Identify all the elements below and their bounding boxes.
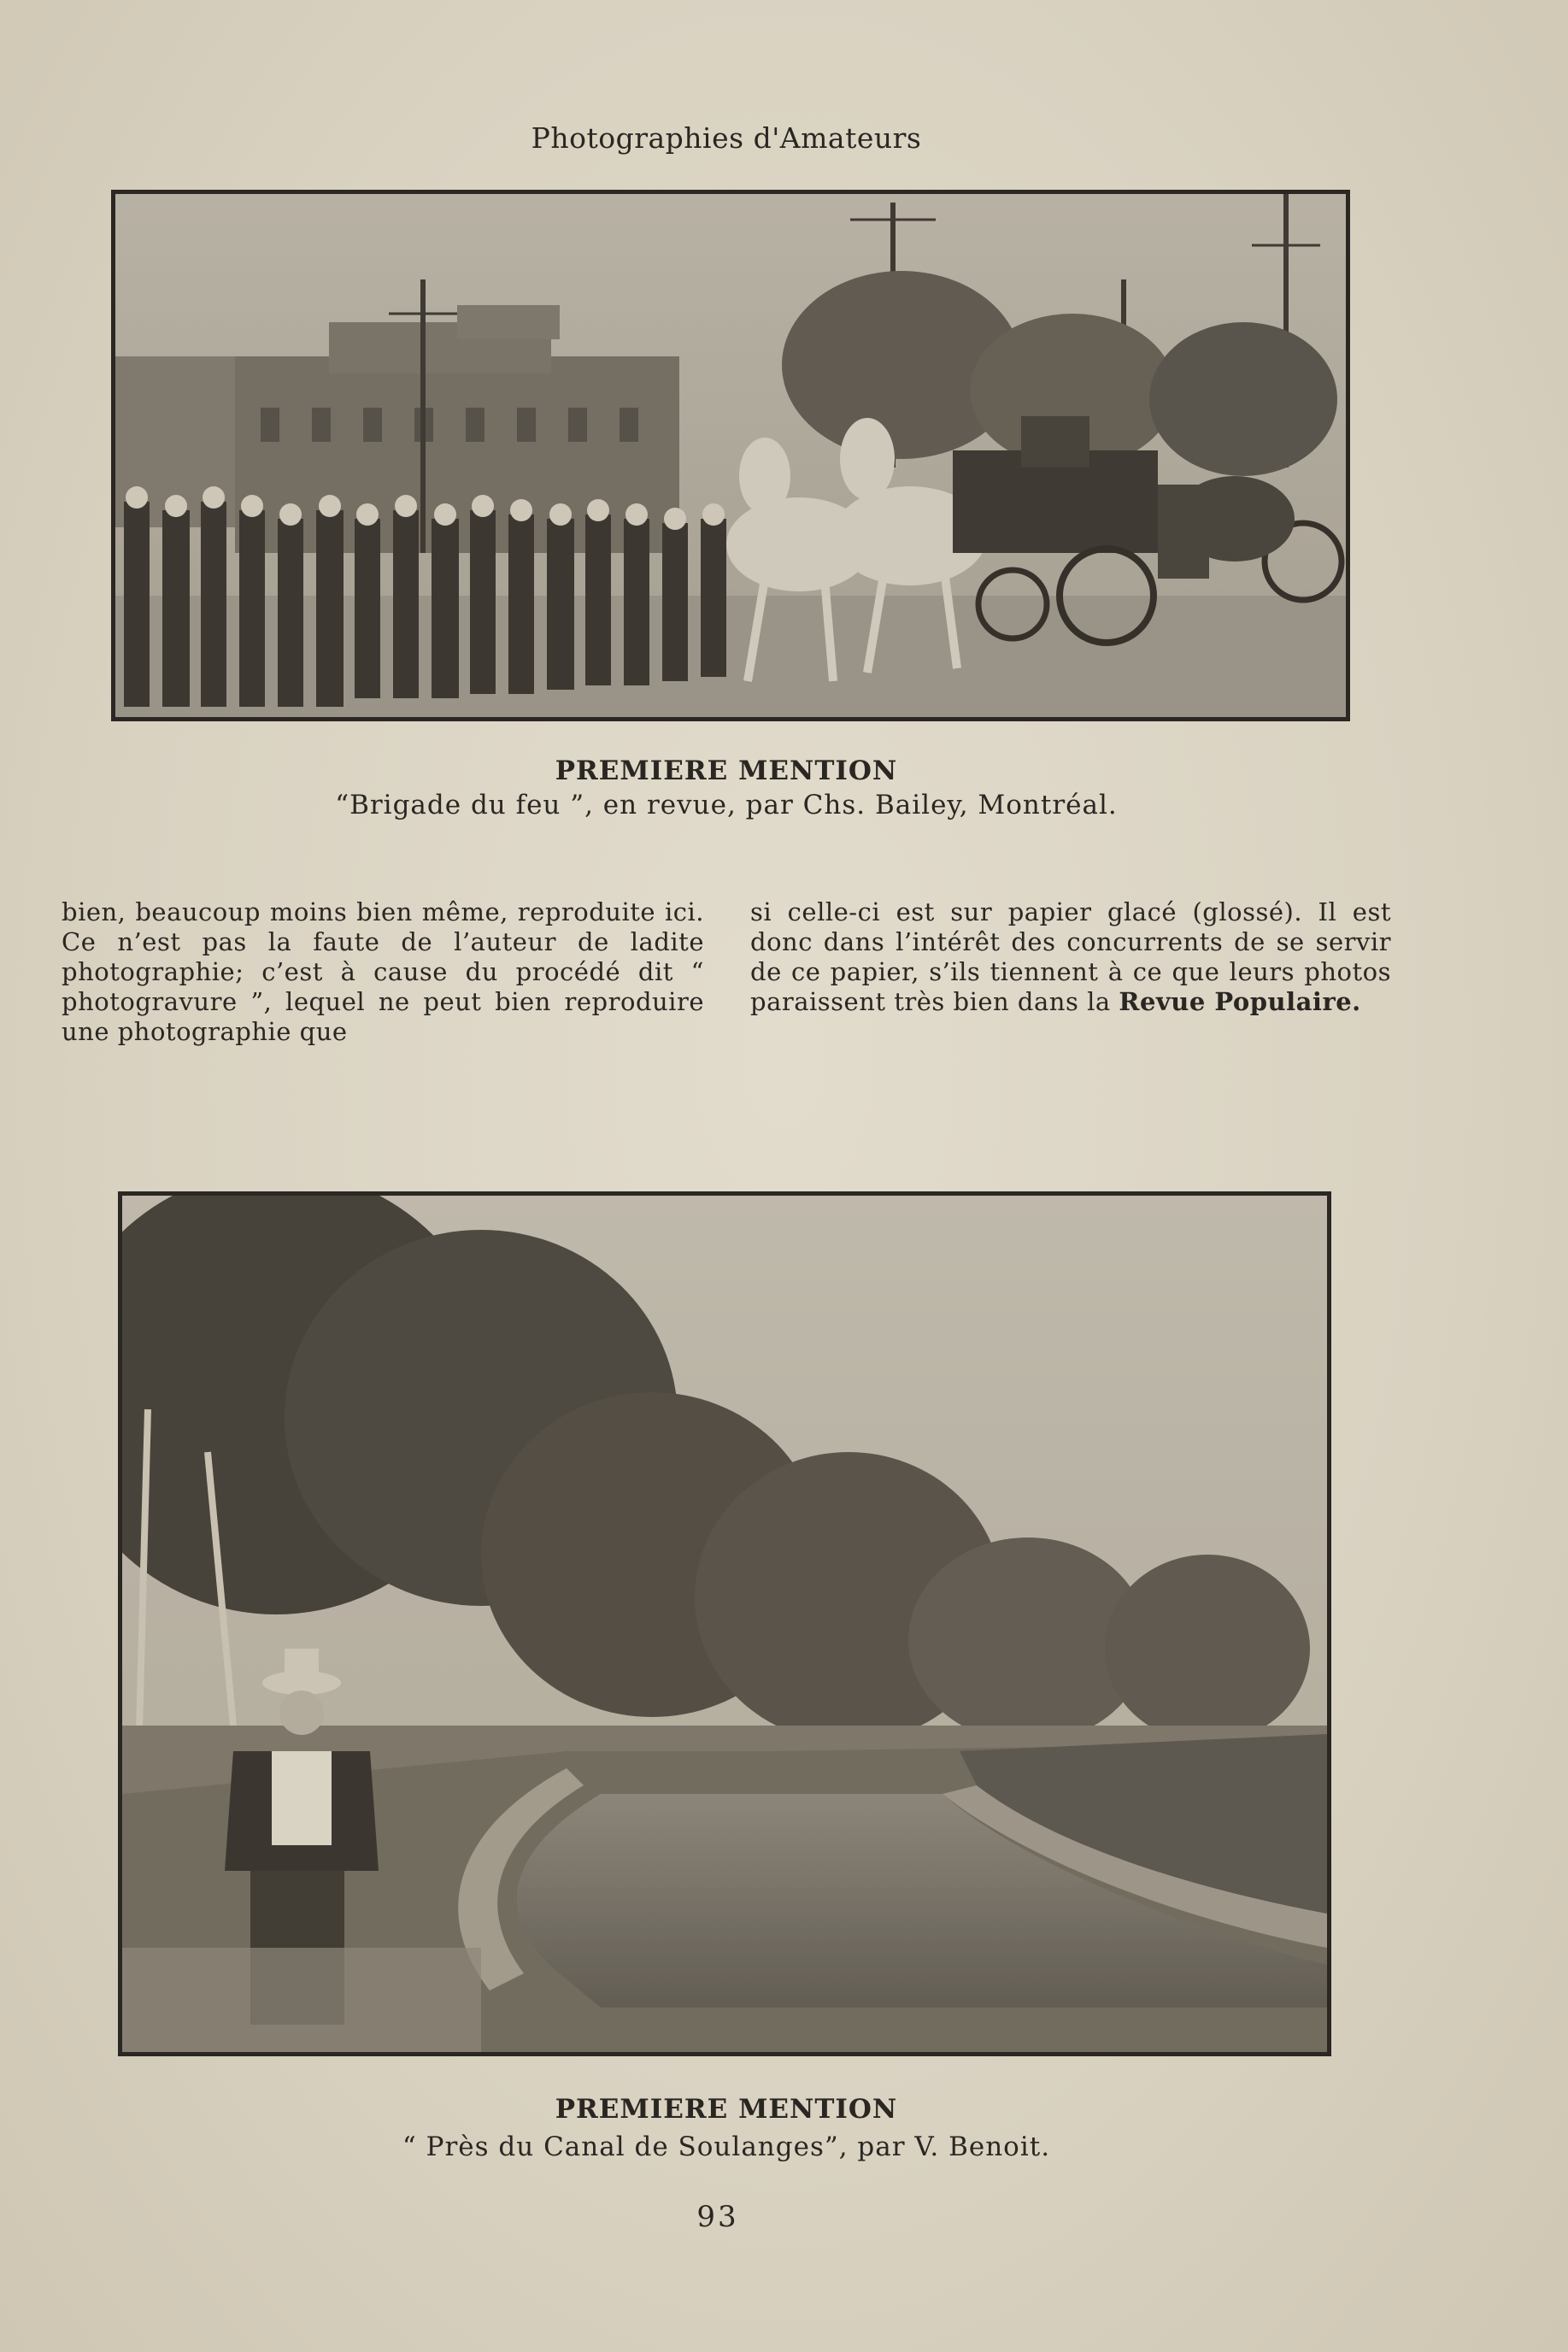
running-header: Photographies d'Amateurs	[531, 121, 922, 155]
canal-image	[122, 1196, 1327, 2052]
photo-canal-soulanges	[118, 1191, 1331, 2056]
page-number: 93	[696, 2200, 739, 2234]
photo-fire-brigade	[111, 190, 1350, 721]
body-left-column: bien, beaucoup moins bien même, reproduite ici. Ce n’est pas la faute de l’auteur de ladite photographie; c’est à cause du procédé dit “ photogravure ”, lequel ne peut bien reproduire une photographie que	[62, 897, 704, 1046]
body-right-column	[750, 897, 1391, 1017]
photo1-caption: “Brigade du feu ”, en revue, par Chs. Bailey, Montréal.	[335, 790, 1118, 820]
photo2-caption: “ Près du Canal de Soulanges”, par V. Benoit.	[402, 2132, 1051, 2162]
photo2-mention: PREMIERE MENTION	[555, 2094, 898, 2125]
magazine-title: Revue Populaire.	[1119, 987, 1361, 1016]
photo1-mention: PREMIERE MENTION	[555, 756, 898, 786]
fire-brigade-image	[115, 194, 1346, 717]
body-right-text: si celle-ci est sur papier glacé (glossé). Il est donc dans l’intérêt des concurrents de se servir de ce papier, s’ils tiennent à ce que leurs photos paraissent très bien dans la	[750, 897, 1391, 1016]
